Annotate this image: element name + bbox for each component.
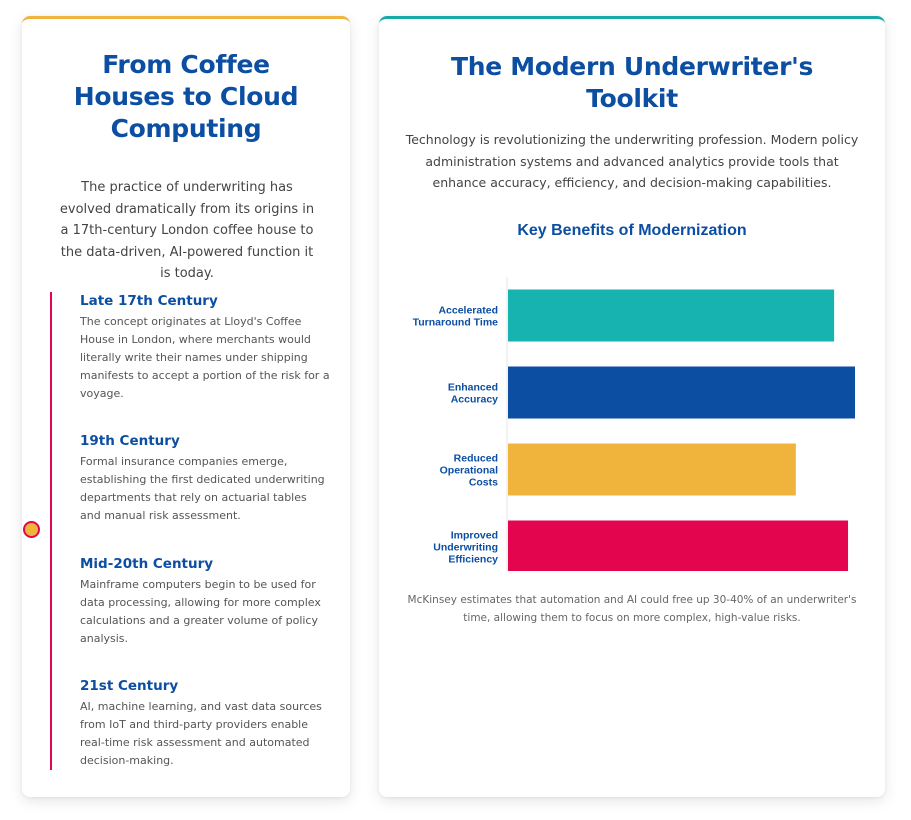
timeline-item-text: AI, machine learning, and vast data sources from IoT and third-party providers enable real-time risk assessment and automated decision-making.	[80, 700, 322, 767]
toolkit-card	[379, 16, 885, 797]
timeline-item-title: Late 17th Century	[80, 293, 218, 309]
chart-footnote: McKinsey estimates that automation and AI could free up 30-40% of an underwriter's time, allowing them to focus on more complex, high-value risks.	[407, 594, 857, 624]
timeline-line	[50, 292, 52, 770]
timeline-item-title: Mid-20th Century	[80, 556, 214, 572]
benefits-bar-chart	[379, 251, 885, 571]
timeline-item	[80, 292, 330, 403]
timeline-item-text: Formal insurance companies emerge, establishing the first dedicated underwriting departments that rely on actuarial tables and manual risk assessment.	[80, 455, 325, 522]
timeline-item-title: 19th Century	[80, 433, 180, 449]
timeline-marker-dot	[23, 521, 40, 538]
chart-category-label: Enhanced Accuracy	[447, 381, 498, 406]
chart-bar[interactable]	[508, 290, 834, 342]
timeline-item	[80, 555, 330, 648]
timeline-item-text: The concept originates at Lloyd's Coffee House in London, where merchants would literally write their names under shipping manifests to accept a portion of the risk for a voyage.	[80, 315, 330, 400]
chart-category-label: Accelerated Turnaround Time	[412, 304, 498, 329]
toolkit-intro: Technology is revolutionizing the underwriting profession. Modern policy administration systems and advanced analytics provide tools that enhance accuracy, efficiency, and decision-making capabilities.	[405, 132, 859, 190]
timeline-item	[80, 432, 330, 525]
history-title: From Coffee Houses to Cloud Computing	[73, 50, 299, 143]
history-card	[22, 16, 350, 797]
chart-bar[interactable]	[508, 444, 796, 496]
timeline-item	[80, 677, 330, 770]
chart-bar[interactable]	[508, 521, 848, 572]
toolkit-title: The Modern Underwriter's Toolkit	[450, 52, 814, 113]
timeline-item-title: 21st Century	[80, 678, 179, 694]
chart-category-label: Improved Underwriting Efficiency	[433, 529, 498, 566]
chart-title: Key Benefits of Modernization	[517, 222, 747, 239]
chart-bar[interactable]	[508, 367, 855, 419]
chart-category-label: Reduced Operational Costs	[439, 452, 498, 489]
timeline-item-text: Mainframe computers begin to be used for data processing, allowing for more complex calculations and a greater volume of policy analysis.	[80, 578, 321, 645]
history-intro: The practice of underwriting has evolved dramatically from its origins in a 17th-century London coffee house to the data-driven, AI-powered function it is today.	[59, 180, 315, 281]
